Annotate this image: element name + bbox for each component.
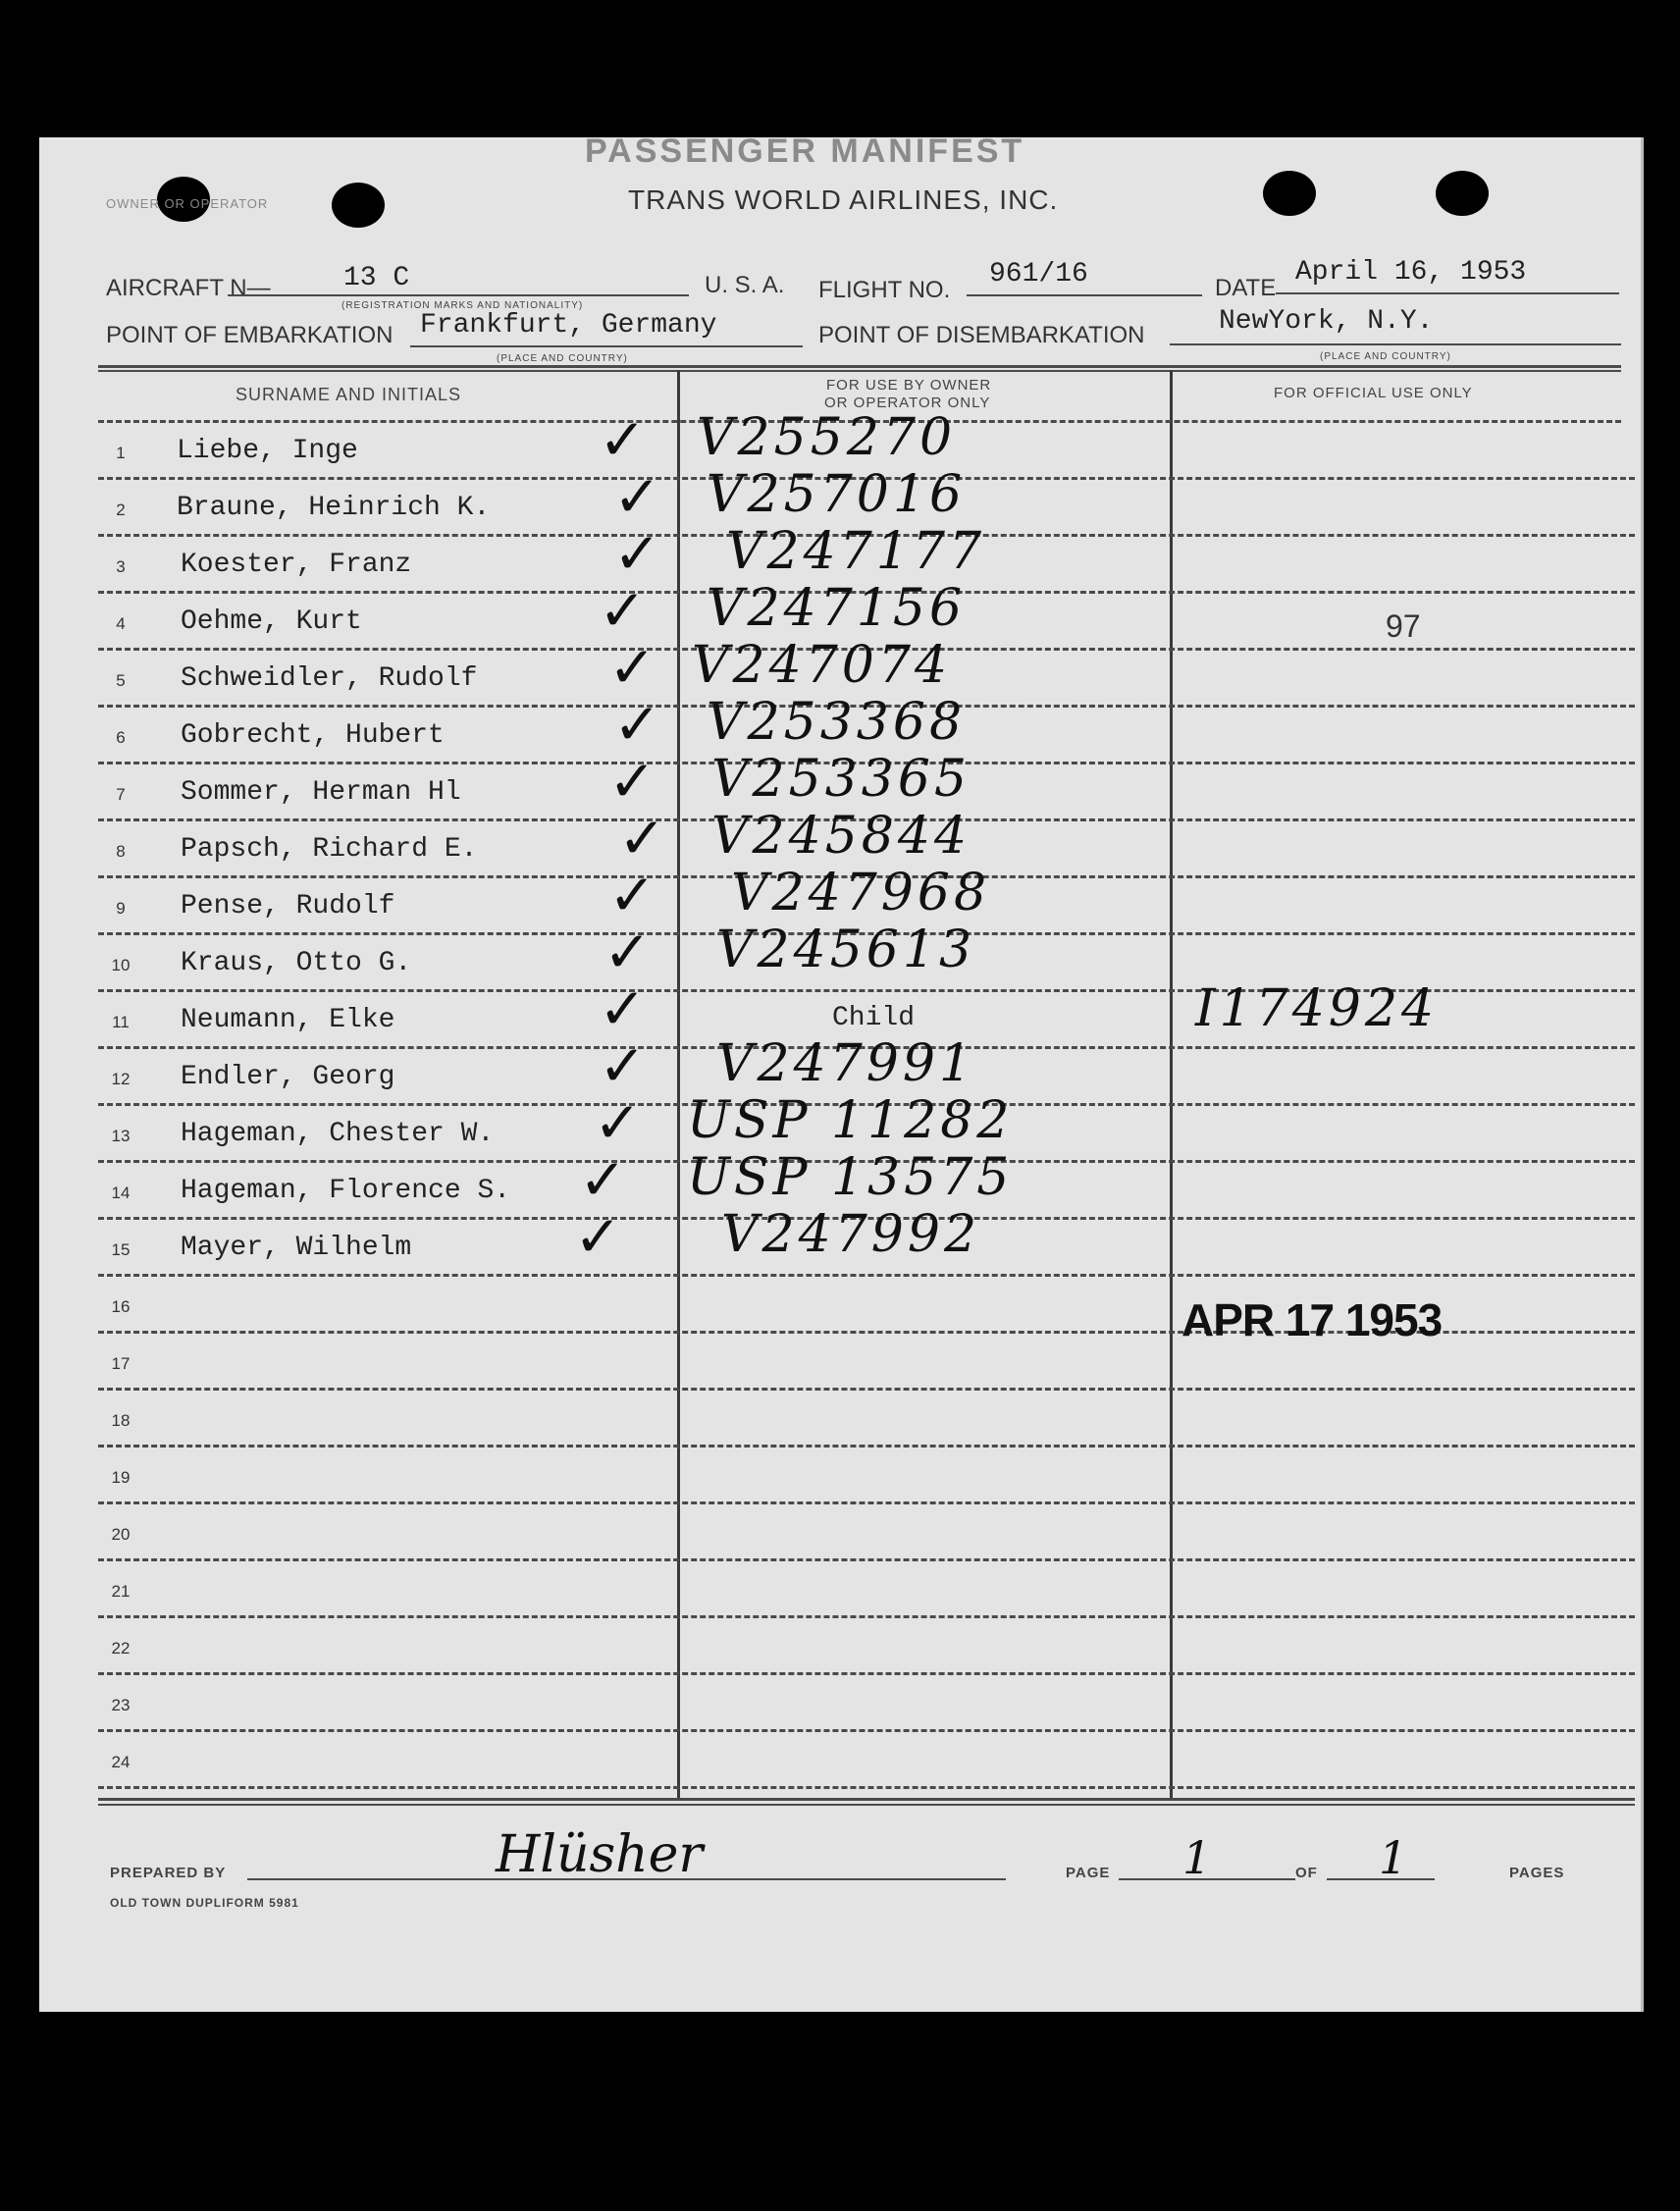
passenger-name: Schweidler, Rudolf <box>181 663 478 694</box>
column-divider <box>1170 370 1173 1798</box>
form-id: OLD TOWN DUPLIFORM 5981 <box>110 1896 299 1910</box>
row-number: 23 <box>111 1696 131 1714</box>
row-number: 7 <box>116 785 126 804</box>
owner-reference: V257016 <box>707 465 967 524</box>
owner-reference: V247177 <box>726 522 986 581</box>
date-value: April 16, 1953 <box>1295 257 1527 288</box>
row-rule <box>98 1501 1635 1504</box>
passenger-name: Koester, Franz <box>181 550 412 580</box>
col-header-owner-2: OR OPERATOR ONLY <box>824 395 991 411</box>
row-number: 8 <box>116 842 126 861</box>
owner-reference: V247992 <box>721 1205 981 1264</box>
registration-caption: (REGISTRATION MARKS AND NATIONALITY) <box>341 300 584 311</box>
owner-reference: V247968 <box>731 864 991 922</box>
row-number: 5 <box>116 671 126 690</box>
row-number: 10 <box>111 956 131 974</box>
row-rule <box>98 1558 1635 1561</box>
check-mark: ✓ <box>574 1203 622 1270</box>
passenger-name: Endler, Georg <box>181 1062 395 1092</box>
punch-hole <box>1436 171 1489 216</box>
check-mark: ✓ <box>613 691 661 758</box>
check-mark: ✓ <box>599 406 647 473</box>
signature: Hlüsher <box>496 1825 704 1884</box>
table-bottom-rule <box>98 1798 1635 1801</box>
disembarkation-label: POINT OF DISEMBARKATION <box>818 322 1145 348</box>
owner-reference: Child <box>832 1003 916 1033</box>
row-rule <box>98 1274 1635 1277</box>
passenger-name: Gobrecht, Hubert <box>181 720 445 751</box>
passenger-name: Sommer, Herman Hl <box>181 777 461 808</box>
passenger-name: Braune, Heinrich K. <box>177 493 491 523</box>
disembarkation-caption: (PLACE AND COUNTRY) <box>1320 351 1451 362</box>
punch-hole <box>332 183 385 228</box>
owner-reference: V255270 <box>697 408 957 467</box>
header-rule <box>967 294 1202 296</box>
passenger-name: Oehme, Kurt <box>181 606 362 637</box>
owner-reference: V253368 <box>707 693 967 752</box>
passenger-name: Neumann, Elke <box>181 1005 395 1035</box>
row-number: 18 <box>111 1411 131 1430</box>
usa-label: U. S. A. <box>705 272 785 298</box>
row-number: 3 <box>116 557 126 576</box>
owner-reference: V247074 <box>692 636 952 695</box>
of-rule <box>1327 1878 1435 1880</box>
check-mark: ✓ <box>579 1146 627 1213</box>
row-number: 1 <box>116 444 126 462</box>
passenger-name: Mayer, Wilhelm <box>181 1233 412 1263</box>
check-mark: ✓ <box>599 975 647 1042</box>
header-rule <box>1276 292 1619 294</box>
row-number: 22 <box>111 1639 131 1658</box>
row-number: 17 <box>111 1354 131 1373</box>
row-number: 13 <box>111 1127 131 1145</box>
row-number: 14 <box>111 1184 131 1202</box>
header-rule <box>410 345 803 347</box>
prepared-label: PREPARED BY <box>110 1865 227 1881</box>
owner-reference: V247156 <box>707 579 967 638</box>
row-rule <box>98 1445 1635 1448</box>
row-number: 20 <box>111 1525 131 1544</box>
official-entry: 97 <box>1386 608 1421 644</box>
flight-label: FLIGHT NO. <box>818 277 951 303</box>
check-mark: ✓ <box>604 919 652 985</box>
row-number: 16 <box>111 1297 131 1316</box>
flight-value: 961/16 <box>989 259 1088 290</box>
passenger-name: Papsch, Richard E. <box>181 834 478 865</box>
company-name: TRANS WORLD AIRLINES, INC. <box>628 184 1059 215</box>
prepared-rule <box>247 1878 1006 1880</box>
check-mark: ✓ <box>613 520 661 587</box>
date-label: DATE <box>1215 275 1277 301</box>
row-number: 9 <box>116 899 126 918</box>
date-stamp: APR 17 1953 <box>1181 1294 1443 1345</box>
punch-hole <box>1263 171 1316 216</box>
page-label: PAGE <box>1066 1865 1111 1881</box>
table-top-rule <box>98 365 1621 368</box>
header-rule <box>1170 343 1621 345</box>
passenger-name: Hageman, Florence S. <box>181 1176 511 1206</box>
owner-reference: V247991 <box>716 1034 976 1093</box>
row-number: 24 <box>111 1753 131 1771</box>
passenger-name: Hageman, Chester W. <box>181 1119 495 1149</box>
row-number: 15 <box>111 1240 131 1259</box>
owner-reference: V245613 <box>716 921 976 979</box>
check-mark: ✓ <box>618 805 666 871</box>
check-mark: ✓ <box>608 634 656 701</box>
row-rule <box>98 1672 1635 1675</box>
page-rule <box>1119 1878 1295 1880</box>
owner-reference: V253365 <box>711 750 971 809</box>
owner-operator-label: OWNER OR OPERATOR <box>106 196 269 211</box>
row-number: 6 <box>116 728 126 747</box>
passenger-name: Kraus, Otto G. <box>181 948 412 978</box>
official-entry: I174924 <box>1195 979 1439 1038</box>
col-header-surname: SURNAME AND INITIALS <box>236 385 462 404</box>
aircraft-value: 13 C <box>343 263 410 293</box>
owner-reference: USP 11282 <box>687 1091 1014 1150</box>
row-number: 12 <box>111 1070 131 1088</box>
column-divider <box>677 370 680 1798</box>
row-rule <box>98 1615 1635 1618</box>
passenger-name: Pense, Rudolf <box>181 891 395 921</box>
page-value: 1 <box>1182 1831 1212 1884</box>
disembarkation-value: NewYork, N.Y. <box>1219 306 1434 337</box>
row-rule <box>98 1388 1635 1391</box>
owner-reference: V245844 <box>711 807 971 866</box>
col-header-official: FOR OFFICIAL USE ONLY <box>1274 385 1473 401</box>
col-header-owner-1: FOR USE BY OWNER <box>826 377 992 394</box>
row-number: 4 <box>116 614 126 633</box>
embarkation-caption: (PLACE AND COUNTRY) <box>497 353 628 364</box>
of-label: OF <box>1295 1865 1318 1881</box>
table-bottom-rule <box>98 1804 1635 1806</box>
row-number: 11 <box>112 1013 130 1031</box>
row-rule <box>98 1786 1635 1789</box>
form-title: PASSENGER MANIFEST <box>585 132 1025 170</box>
check-mark: ✓ <box>599 1032 647 1099</box>
check-mark: ✓ <box>608 862 656 928</box>
row-number: 2 <box>116 500 126 519</box>
passenger-name: Liebe, Inge <box>177 436 358 466</box>
row-rule <box>98 1729 1635 1732</box>
check-mark: ✓ <box>613 463 661 530</box>
owner-reference: USP 13575 <box>687 1148 1014 1207</box>
check-mark: ✓ <box>599 577 647 644</box>
embarkation-label: POINT OF EMBARKATION <box>106 322 394 348</box>
pages-label: PAGES <box>1509 1865 1565 1881</box>
table-top-rule <box>98 370 1621 372</box>
row-number: 21 <box>111 1582 131 1601</box>
aircraft-label: AIRCRAFT N— <box>106 275 271 301</box>
check-mark: ✓ <box>608 748 656 815</box>
of-value: 1 <box>1379 1831 1408 1884</box>
header-rule <box>228 294 689 296</box>
row-number: 19 <box>111 1468 131 1487</box>
check-mark: ✓ <box>594 1089 642 1156</box>
embarkation-value: Frankfurt, Germany <box>420 310 717 341</box>
